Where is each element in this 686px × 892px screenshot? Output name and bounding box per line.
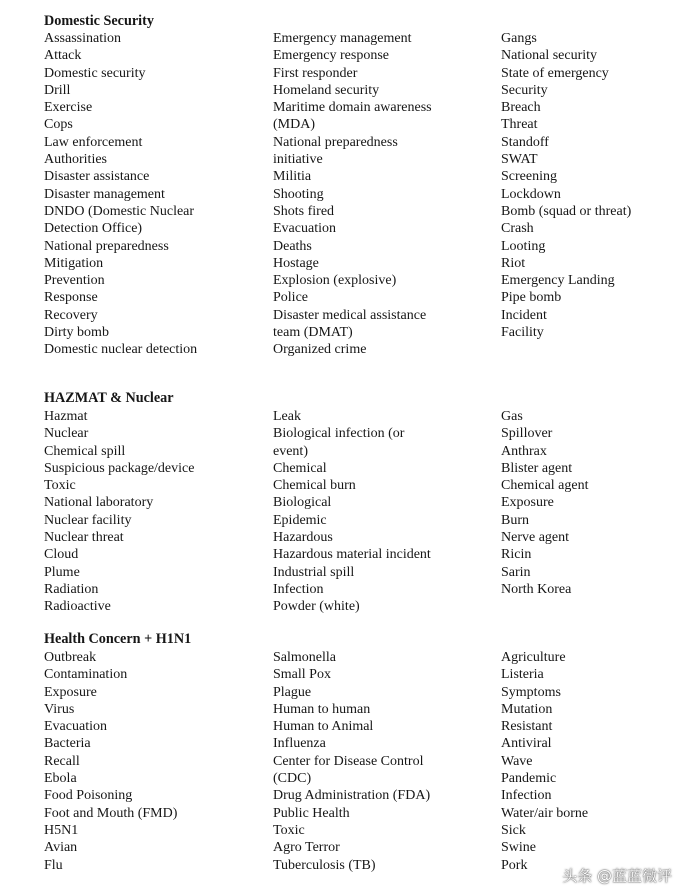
term-item: Leak <box>273 409 301 424</box>
term-item: Tuberculosis (TB) <box>273 857 376 873</box>
term-item: Foot and Mouth (FMD) <box>44 805 178 821</box>
term-item: Exposure <box>44 684 97 700</box>
term-item: Agriculture <box>501 650 566 665</box>
term-item: Recovery <box>44 307 98 323</box>
term-item: Disaster management <box>44 186 165 202</box>
term-item: (MDA) <box>273 117 315 133</box>
term-item: Salmonella <box>273 650 336 665</box>
term-item: Nerve agent <box>501 530 570 546</box>
term-item: Hazardous <box>273 530 333 546</box>
term-item: Maritime domain awareness <box>273 100 432 116</box>
term-item: Swine <box>501 840 536 856</box>
term-item: Influenza <box>273 736 326 752</box>
term-item: Lockdown <box>501 186 561 202</box>
term-item: Flu <box>44 857 63 873</box>
term-item: Facility <box>501 325 544 341</box>
term-item: Emergency management <box>273 31 412 46</box>
term-item: Contamination <box>44 667 128 683</box>
term-column-2 <box>273 30 432 359</box>
term-column-2 <box>273 649 430 874</box>
term-item: Hostage <box>273 255 319 271</box>
term-item: Infection <box>501 788 552 804</box>
term-item: Gangs <box>501 31 537 46</box>
term-item: Cloud <box>44 547 79 563</box>
term-item: Exposure <box>501 495 554 511</box>
term-item: State of emergency <box>501 65 609 81</box>
term-item: (CDC) <box>273 771 312 787</box>
term-item: Pipe bomb <box>501 290 562 306</box>
term-item: Recall <box>44 753 80 769</box>
term-item: Dirty bomb <box>44 325 109 341</box>
term-item: Virus <box>44 701 75 717</box>
term-item: Chemical <box>273 460 327 476</box>
term-item: Epidemic <box>273 512 327 528</box>
term-item: Attack <box>44 48 82 64</box>
term-item: National laboratory <box>44 495 154 511</box>
term-item: Deaths <box>273 238 312 254</box>
term-item: Sick <box>501 822 526 838</box>
term-column-3 <box>501 30 631 341</box>
term-item: Law enforcement <box>44 134 143 150</box>
term-item: Ebola <box>44 771 77 787</box>
term-item: Agro Terror <box>273 840 340 856</box>
term-item: Infection <box>273 581 324 597</box>
term-item: First responder <box>273 65 358 81</box>
term-item: Cops <box>44 117 73 133</box>
term-item: Powder (white) <box>273 599 360 615</box>
term-item: Domestic security <box>44 65 146 81</box>
term-item: Looting <box>501 238 546 254</box>
term-item: Shots fired <box>273 203 335 219</box>
term-item: Shooting <box>273 186 324 202</box>
term-item: Burn <box>501 512 529 528</box>
term-item: Bacteria <box>44 736 91 752</box>
term-item: Mutation <box>501 701 553 717</box>
term-item: Industrial spill <box>273 564 355 580</box>
term-item: Radioactive <box>44 599 111 615</box>
term-item: team (DMAT) <box>273 325 353 341</box>
term-item: Homeland security <box>273 82 380 98</box>
term-item: North Korea <box>501 581 572 597</box>
term-item: Ricin <box>501 547 532 563</box>
term-item: Plague <box>273 684 312 700</box>
term-item: Pandemic <box>501 771 557 787</box>
term-item: Drill <box>44 82 71 98</box>
term-item: National preparedness <box>273 134 398 150</box>
term-item: Chemical burn <box>273 478 356 494</box>
term-item: Standoff <box>501 134 549 150</box>
term-item: Radiation <box>44 581 99 597</box>
term-column-2 <box>273 408 431 616</box>
term-item: Avian <box>44 840 78 856</box>
term-item: Crash <box>501 221 534 237</box>
term-item: Toxic <box>44 478 76 494</box>
term-item: Pork <box>501 857 528 873</box>
term-item: Nuclear <box>44 426 89 442</box>
term-item: Militia <box>273 169 312 185</box>
term-item: Biological infection (or <box>273 426 405 442</box>
term-item: Nuclear facility <box>44 512 132 528</box>
term-item: Explosion (explosive) <box>273 273 397 289</box>
term-item: Symptoms <box>501 684 561 700</box>
term-item: Wave <box>501 753 533 769</box>
term-item: Chemical agent <box>501 478 589 494</box>
term-item: Plume <box>44 564 80 580</box>
term-item: Gas <box>501 409 523 424</box>
term-item: Blister agent <box>501 460 573 476</box>
term-item: Center for Disease Control <box>273 753 424 769</box>
term-item: Suspicious package/device <box>44 460 195 476</box>
term-item: Police <box>273 290 308 306</box>
term-item: Water/air borne <box>501 805 589 821</box>
section-heading: Health Concern + H1N1 <box>44 631 192 647</box>
term-item: Hazmat <box>44 409 88 424</box>
term-item: Toxic <box>273 822 305 838</box>
term-item: Threat <box>501 117 538 133</box>
term-column-1 <box>44 408 194 616</box>
term-item: Mitigation <box>44 255 104 271</box>
term-item: Evacuation <box>273 221 336 237</box>
term-item: Human to human <box>273 701 371 717</box>
term-item: Chemical spill <box>44 443 126 459</box>
term-item: Organized crime <box>273 342 367 358</box>
term-item: Resistant <box>501 719 553 735</box>
term-item: Assassination <box>44 31 121 46</box>
term-item: Evacuation <box>44 719 107 735</box>
term-item: Biological <box>273 495 332 511</box>
term-item: DNDO (Domestic Nuclear <box>44 203 195 219</box>
section-heading: Domestic Security <box>44 13 154 29</box>
term-item: Disaster medical assistance <box>273 307 427 323</box>
term-item: Food Poisoning <box>44 788 133 804</box>
term-item: event) <box>273 443 308 459</box>
term-item: Incident <box>501 307 547 323</box>
term-item: Domestic nuclear detection <box>44 342 198 358</box>
term-item: Drug Administration (FDA) <box>273 788 431 804</box>
term-item: Response <box>44 290 98 306</box>
term-item: Hazardous material incident <box>273 547 431 563</box>
term-item: Emergency response <box>273 48 389 64</box>
term-item: Spillover <box>501 426 553 442</box>
term-item: Outbreak <box>44 650 97 665</box>
term-item: Listeria <box>501 667 544 683</box>
term-item: Exercise <box>44 100 93 116</box>
term-item: Bomb (squad or threat) <box>501 203 632 219</box>
watermark-logo: 头条 @蓝蓝微评 <box>562 867 672 885</box>
term-item: Human to Animal <box>273 719 374 735</box>
term-item: Anthrax <box>501 443 547 459</box>
term-item: Public Health <box>273 805 350 821</box>
term-item: H5N1 <box>44 822 79 838</box>
term-item: Security <box>501 82 548 98</box>
term-item: National security <box>501 48 598 64</box>
term-item: Nuclear threat <box>44 530 124 546</box>
term-item: Breach <box>501 100 541 116</box>
term-item: Riot <box>501 255 526 271</box>
term-column-1 <box>44 649 177 874</box>
term-item: Detection Office) <box>44 221 143 237</box>
term-item: Prevention <box>44 273 105 289</box>
term-item: Authorities <box>44 152 107 168</box>
term-column-3 <box>501 408 588 598</box>
term-item: Small Pox <box>273 667 331 683</box>
term-item: Screening <box>501 169 557 185</box>
term-item: Sarin <box>501 564 531 580</box>
term-item: initiative <box>273 152 323 168</box>
term-column-1 <box>44 30 197 359</box>
term-item: Emergency Landing <box>501 273 615 289</box>
term-item: National preparedness <box>44 238 169 254</box>
term-item: Antiviral <box>501 736 552 752</box>
term-column-3 <box>501 649 588 874</box>
term-item: Disaster assistance <box>44 169 150 185</box>
term-item: SWAT <box>501 152 538 168</box>
section-heading: HAZMAT & Nuclear <box>44 390 174 406</box>
